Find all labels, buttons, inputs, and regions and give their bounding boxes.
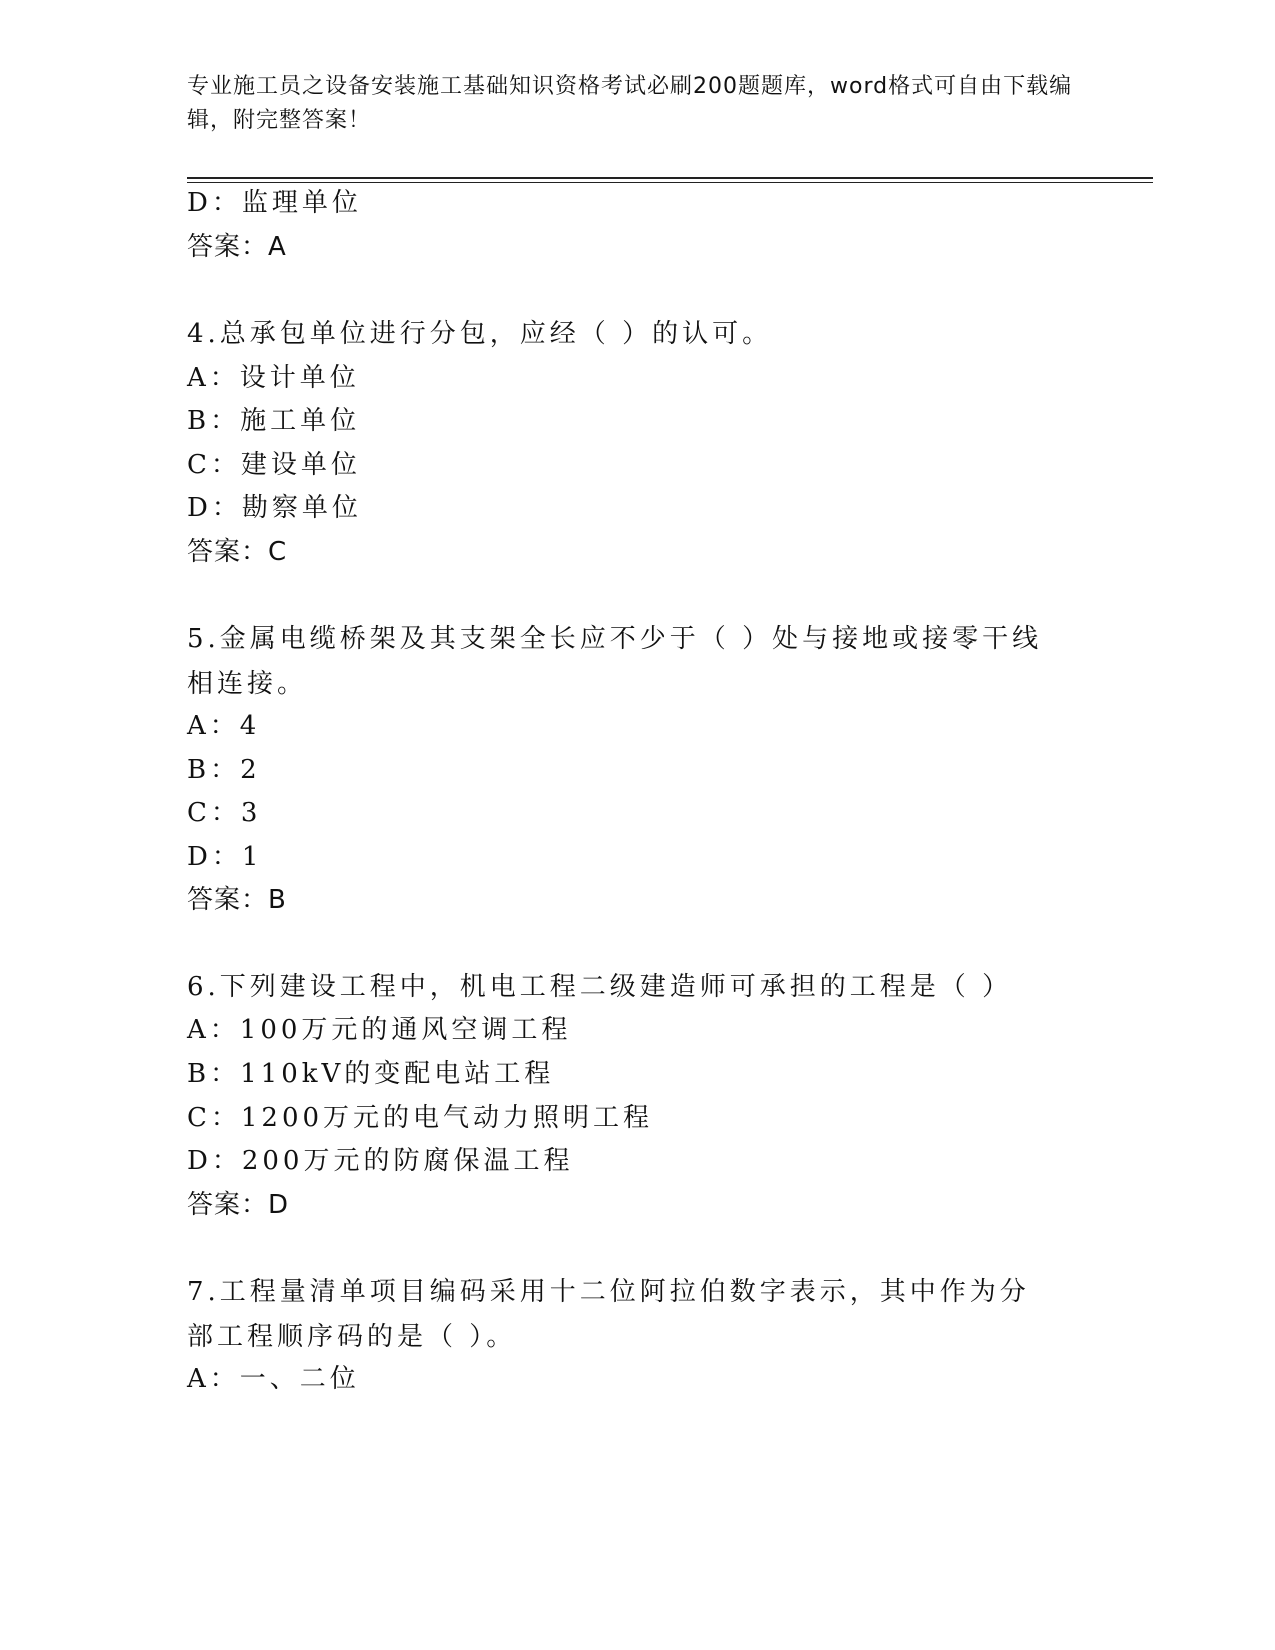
q6-option-b: B：110kV的变配电站工程 xyxy=(187,1059,555,1089)
q7-stem: 7.工程量清单项目编码采用十二位阿拉伯数字表示，其中作为分部工程顺序码的是（ ）。 xyxy=(187,1277,1030,1352)
q4-stem: 4.总承包单位进行分包，应经（ ）的认可。 xyxy=(187,319,773,349)
q6-stem: 6.下列建设工程中，机电工程二级建造师可承担的工程是（ ） xyxy=(187,972,1013,1002)
prev-option-d: D：监理单位 xyxy=(187,188,362,218)
q4-option-c: C：建设单位 xyxy=(187,450,361,480)
q5-stem: 5.金属电缆桥架及其支架全长应不少于（ ）处与接地或接零干线相连接。 xyxy=(187,624,1043,699)
prev-answer: 答案：A xyxy=(187,232,287,262)
q4-option-d: D：勘察单位 xyxy=(187,493,362,523)
q5-option-a: A：4 xyxy=(187,711,261,741)
document-header: 专业施工员之设备安装施工基础知识资格考试必刷200题题库，word格式可自由下载编辑，附完整答案！ xyxy=(187,74,1073,133)
q4-answer: 答案：C xyxy=(187,537,288,567)
q6-option-d: D：200万元的防腐保温工程 xyxy=(187,1146,574,1176)
q5-option-b: B：2 xyxy=(187,755,261,785)
q6-option-a: A：100万元的通风空调工程 xyxy=(187,1015,572,1045)
q7-option-a: A：一、二位 xyxy=(187,1364,360,1394)
header-rule-thin xyxy=(187,182,1153,183)
q4-option-b: B：施工单位 xyxy=(187,406,361,436)
header-rule-thick xyxy=(187,177,1153,179)
q5-option-d: D：1 xyxy=(187,842,263,872)
q4-option-a: A：设计单位 xyxy=(187,363,360,393)
q6-answer: 答案：D xyxy=(187,1190,290,1220)
q5-option-c: C：3 xyxy=(187,798,262,828)
q5-answer: 答案：B xyxy=(187,885,287,915)
q6-option-c: C：1200万元的电气动力照明工程 xyxy=(187,1103,654,1133)
